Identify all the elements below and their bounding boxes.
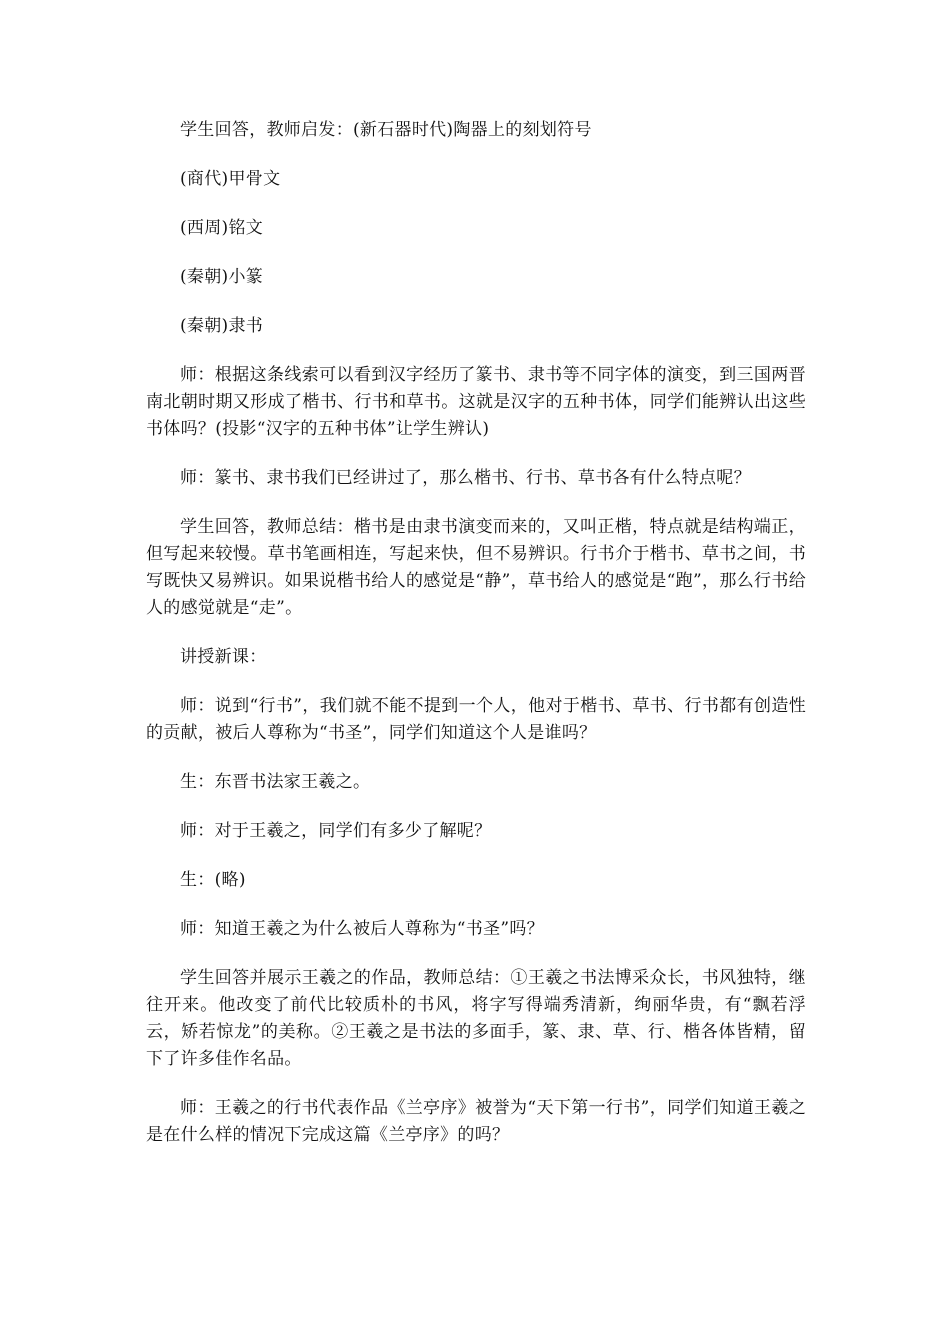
paragraph-student-omitted: 生：(略) [180,870,246,890]
paragraph-teacher-summary-wang-xizhi: 学生回答并展示王羲之的作品，教师总结：①王羲之书法博采众长，书风独特，继往开来。他改变了前代比较质朴的书风，将字写得端秀清新，绚丽华贵，有“飘若浮云，矫若惊龙”的美称。②王羲之是书法的多面手，篆、隶、草、行、楷各体皆精，留下了许多佳作名品。 [146,968,806,1069]
paragraph-student-answer-neolithic: 学生回答，教师启发：(新石器时代)陶器上的刻划符号 [180,120,592,140]
paragraph-student-wang-xizhi: 生：东晋书法家王羲之。 [180,772,371,792]
paragraph-qin-clerical: (秦朝)隶书 [180,316,264,336]
document-body [146,117,806,1171]
paragraph-teacher-calligraphy-sage-question: 师：说到“行书”，我们就不能不提到一个人，他对于楷书、草书、行书都有创造性的贡献，被后人尊称为“书圣”，同学们知道这个人是谁吗？ [146,696,806,743]
paragraph-new-lesson-heading: 讲授新课： [180,647,267,667]
paragraph-teacher-understanding-question: 师：对于王羲之，同学们有多少了解呢？ [180,821,492,841]
paragraph-qin-small-seal: (秦朝)小篆 [180,267,264,287]
paragraph-teacher-five-scripts: 师：根据这条线索可以看到汉字经历了篆书、隶书等不同字体的演变，到三国两晋南北朝时期又形成了楷书、行书和草书。这就是汉字的五种书体，同学们能辨认出这些书体吗？(投影“汉字的五种书体”让学生辨认) [146,365,806,439]
paragraph-teacher-lanting-question: 师：王羲之的行书代表作品《兰亭序》被誉为“天下第一行书”，同学们知道王羲之是在什么样的情况下完成这篇《兰亭序》的吗？ [146,1098,806,1145]
paragraph-teacher-summary-scripts: 学生回答，教师总结：楷书是由隶书演变而来的，又叫正楷，特点就是结构端正，但写起来较慢。草书笔画相连，写起来快，但不易辨识。行书介于楷书、草书之间，书写既快又易辨识。如果说楷书给人的感觉是“静”，草书给人的感觉是“跑”，那么行书给人的感觉就是“走”。 [146,517,806,618]
paragraph-shang-oracle-bone: (商代)甲骨文 [180,169,281,189]
paragraph-western-zhou-inscription: (西周)铭文 [180,218,264,238]
paragraph-teacher-why-sage-question: 师：知道王羲之为什么被后人尊称为“书圣”吗？ [180,919,544,939]
paragraph-teacher-script-features-question: 师：篆书、隶书我们已经讲过了，那么楷书、行书、草书各有什么特点呢？ [180,468,751,488]
